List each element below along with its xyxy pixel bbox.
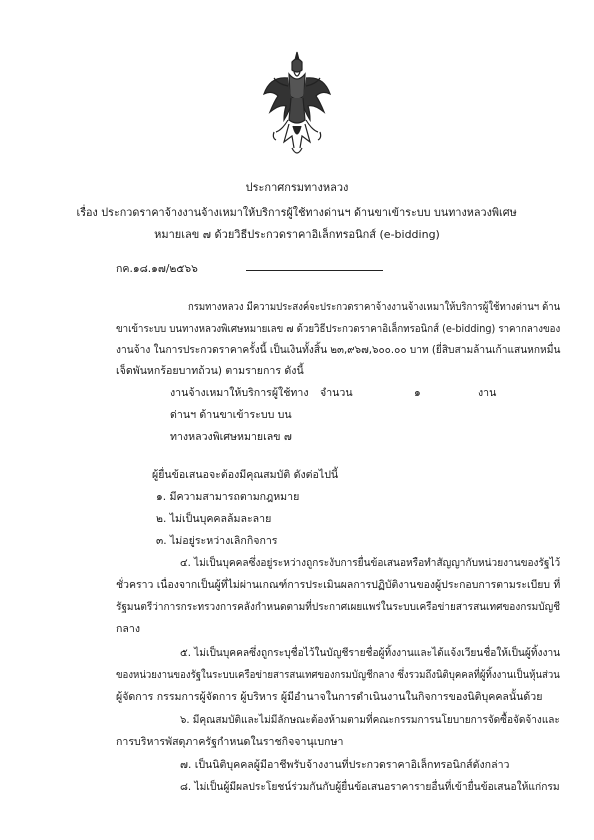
item-name-line: งานจ้างเหมาให้บริการผู้ใช้ทาง	[170, 387, 309, 399]
qualification-line: ๓. ไม่อยู่ระหว่างเลิกกิจการ	[156, 535, 278, 547]
document-title: ประกาศกรมทางหลวง	[245, 181, 349, 194]
signature-line	[246, 270, 383, 271]
garuda-emblem-icon	[262, 50, 332, 160]
qualification-line: ๒. ไม่เป็นบุคคลล้มละลาย	[156, 513, 272, 525]
intro-line: เจ็ดพันหกร้อยบาทถ้วน) ตามรายการ ดังนี้	[116, 365, 304, 377]
qualification-line: ๕. ไม่เป็นบุคคลซึ่งถูกระบุชื่อไว้ในบัญชีรายชื่อผู้ทิ้งงานและได้แจ้งเวียนชื่อให้เป็นผู้ทิ้งงาน	[180, 647, 561, 659]
intro-line: งานจ้าง ในการประกวดราคาครั้งนี้ เป็นเงินทั้งสิ้น ๒๓,๙๖๗,๖๐๐.๐๐ บาท (ยี่สิบสามล้านเก้าแสนหกหมื่น	[116, 344, 561, 356]
item-quantity-value: ๑	[414, 387, 421, 399]
subject-line-1: เรื่อง ประกวดราคาจ้างงานจ้างเหมาให้บริการผู้ใช้ทางด่านฯ ด้านขาเข้าระบบ บนทางหลวงพิเศษ	[76, 206, 518, 219]
qualification-line: กลาง	[116, 623, 141, 635]
reference-number: กค.๑๘.๑๗/๒๕๖๖	[116, 263, 198, 275]
qualification-line: ๘. ไม่เป็นผู้มีผลประโยชน์ร่วมกันกับผู้ยื่นข้อเสนอราคารายอื่นที่เข้ายื่นข้อเสนอให้แก่กรม	[180, 781, 560, 793]
intro-line: ขาเข้าระบบ บนทางหลวงพิเศษหมายเลข ๗ ด้วยวิธีประกวดราคาอิเล็กทรอนิกส์ (e-bidding) ราคากลางของ	[116, 323, 561, 335]
qualification-line: ชั่วคราว เนื่องจากเป็นผู้ที่ไม่ผ่านเกณฑ์การประเมินผลการปฏิบัติงานของผู้ประกอบการตามระเบียบ ที่	[116, 579, 561, 591]
qualification-line: การบริหารพัสดุภาครัฐกำหนดในราชกิจจานุเบกษา	[116, 736, 344, 748]
qualification-line: ๗. เป็นนิติบุคคลผู้มีอาชีพรับจ้างงานที่ประกวดราคาอิเล็กทรอนิกส์ดังกล่าว	[180, 759, 510, 771]
qualification-line: ๔. ไม่เป็นบุคคลซึ่งอยู่ระหว่างถูกระงับการยื่นข้อเสนอหรือทำสัญญากับหน่วยงานของรัฐไว้	[180, 557, 561, 569]
qualification-line: ๑. มีความสามารถตามกฎหมาย	[156, 491, 300, 503]
item-unit: งาน	[478, 387, 497, 399]
qualification-line: ของหน่วยงานของรัฐในระบบเครือข่ายสารสนเทศของกรมบัญชีกลาง ซึ่งรวมถึงนิติบุคคลที่ผู้ทิ้งงานเป็นหุ้นส่วน	[116, 669, 560, 681]
subject-line-2: หมายเลข ๗ ด้วยวิธีประกวดราคาอิเล็กทรอนิกส์ (e-bidding)	[154, 228, 440, 241]
item-name-line: ด่านฯ ด้านขาเข้าระบบ บน	[170, 409, 292, 421]
intro-line: กรมทางหลวง มีความประสงค์จะประกวดราคาจ้างงานจ้างเหมาให้บริการผู้ใช้ทางด่านฯ ด้าน	[188, 301, 561, 313]
item-quantity-label: จำนวน	[320, 387, 353, 399]
qualification-line: ผู้จัดการ กรรมการผู้จัดการ ผู้บริหาร ผู้มีอำนาจในการดำเนินงานในกิจการของนิติบุคคลนั้นด้วย	[116, 691, 543, 703]
qualifications-heading: ผู้ยื่นข้อเสนอจะต้องมีคุณสมบัติ ดังต่อไปนี้	[152, 469, 339, 481]
qualification-line: รัฐมนตรีว่าการกระทรวงการคลังกำหนดตามที่ประกาศเผยแพร่ในระบบเครือข่ายสารสนเทศของกรมบัญชี	[116, 601, 561, 613]
item-name-line: ทางหลวงพิเศษหมายเลข ๗	[170, 431, 292, 443]
qualification-line: ๖. มีคุณสมบัติและไม่มีลักษณะต้องห้ามตามที่คณะกรรมการนโยบายการจัดซื้อจัดจ้างและ	[180, 714, 560, 726]
